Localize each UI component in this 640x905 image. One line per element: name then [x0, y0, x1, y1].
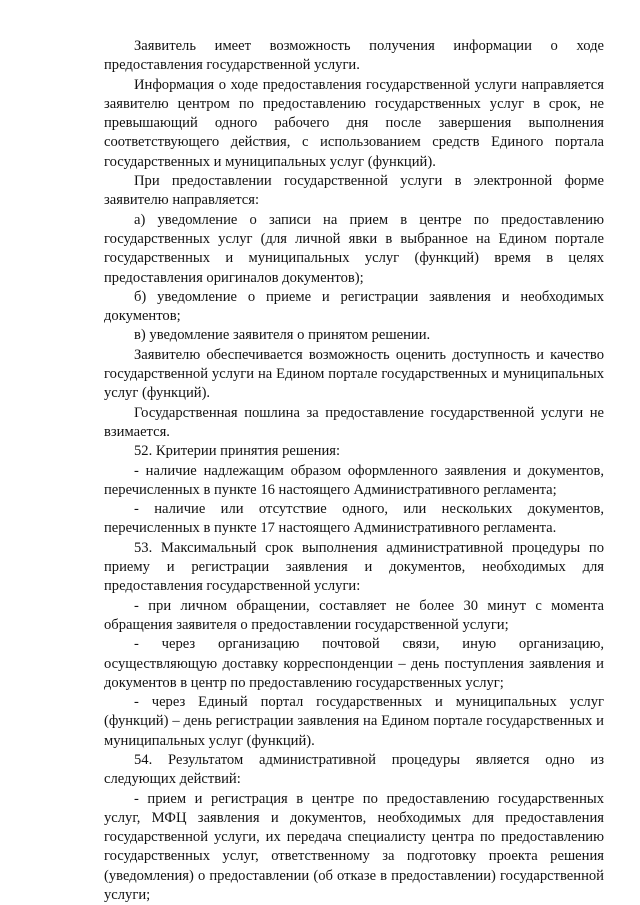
section-52-heading: 52. Критерии принятия решения:	[134, 443, 341, 460]
list-item-b: б) уведомление о приеме и регистрации заявления и необходимых документов;	[104, 288, 604, 325]
criteria-item-2: - наличие или отсутствие одного, или нескольких документов, перечисленных в пункте 17 настоящего Административного регламента.	[104, 501, 604, 537]
document-body	[104, 37, 604, 905]
paragraph-state-fee: Государственная пошлина за предоставление государственной услуги не взимается.	[104, 404, 604, 440]
list-item-c: в) уведомление заявителя о принятом решении.	[134, 327, 431, 344]
section-53-heading: 53. Максимальный срок выполнения административной процедуры по приему и регистрации заявления и документов, необходимых для предоставления государственной услуги:	[104, 539, 604, 595]
paragraph-electronic-form: При предоставлении государственной услуги в электронной форме заявителю направляется:	[104, 173, 604, 209]
list-item-a: а) уведомление о записи на прием в центре по предоставлению государственных услуг (для личной явки в выбранное на Едином портале государственных и муниципальных услуг (функций) время в целях предоставления оригиналов документов);	[104, 211, 604, 286]
deadline-item-3: - через Единый портал государственных и муниципальных услуг (функций) – день регистрации заявления на Едином портале государственных и муниципальных услуг (функций).	[104, 694, 604, 749]
deadline-item-2: - через организацию почтовой связи, иную организацию, осуществляющую доставку корреспонденции – день поступления заявления и документов в центр по предоставлению государственных услуг;	[104, 636, 604, 691]
deadline-item-1: - при личном обращении, составляет не более 30 минут с момента обращения заявителя о предоставлении государственной услуги;	[104, 597, 604, 633]
result-item-1: - прием и регистрация в центре по предоставлению государственных услуг, МФЦ заявления и документов, необходимых для предоставления государственной услуги, их передача специалисту центра по предоставлению государственных услуг, ответственному за подготовку проекта решения (уведомления) о предоставлении (об отказе в предоставлении) государственной услуги;	[104, 790, 604, 904]
paragraph-info-possibility: Заявитель имеет возможность получения информации о ходе предоставления государственной услуги.	[104, 38, 604, 74]
criteria-item-1: - наличие надлежащим образом оформленного заявления и документов, перечисленных в пункте 16 настоящего Административного регламента;	[104, 462, 604, 498]
paragraph-info-sent: Информация о ходе предоставления государственной услуги направляется заявителю центром по предоставлению государственных услуг в срок, не превышающий одного рабочего дня после завершения выполнения соответствующего действия, с использованием средств Единого портала государственных и муниципальных услуг (функций).	[104, 76, 604, 170]
paragraph-evaluation: Заявителю обеспечивается возможность оценить доступность и качество государственной услуги на Едином портале государственных и муниципальных услуг (функций).	[104, 346, 604, 402]
section-54-heading: 54. Результатом административной процедуры является одно из следующих действий:	[104, 751, 604, 788]
